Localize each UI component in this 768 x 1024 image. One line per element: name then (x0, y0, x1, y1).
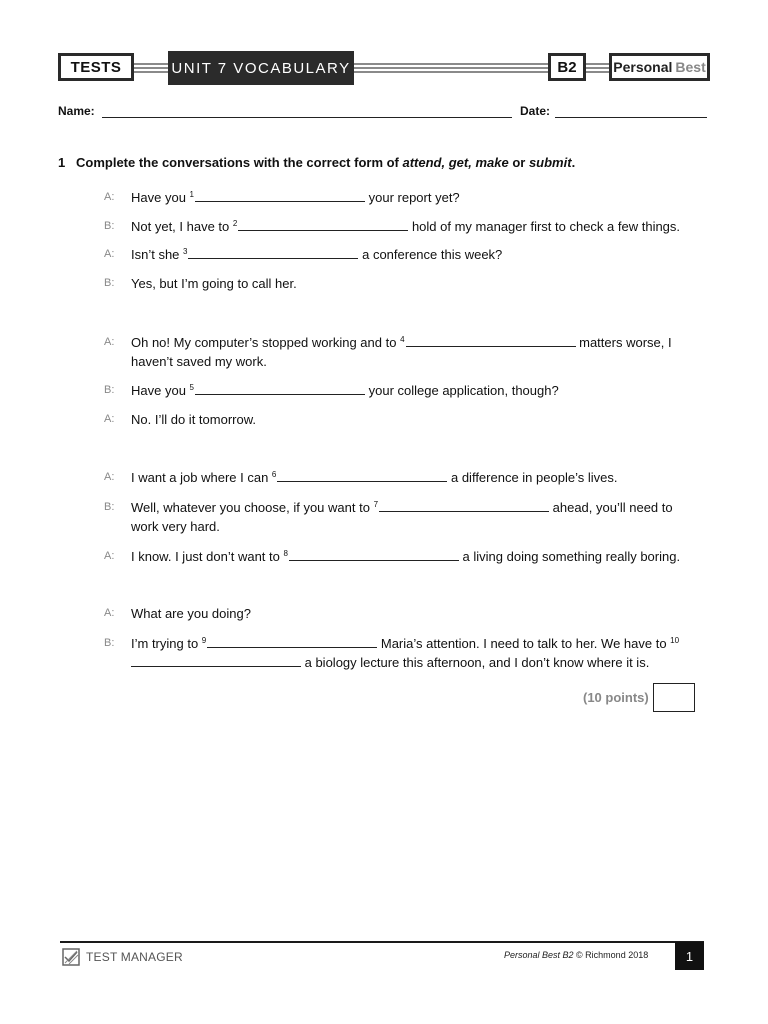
brand-part2: Best (675, 59, 706, 75)
name-field[interactable] (102, 117, 512, 118)
answer-blank[interactable] (207, 635, 377, 648)
date-field[interactable] (555, 117, 707, 118)
header-bar (58, 51, 710, 85)
score-box[interactable] (653, 683, 695, 712)
answer-blank[interactable] (277, 469, 447, 482)
speaker-label: A: (104, 413, 115, 425)
speaker-label: B: (104, 637, 115, 649)
answer-blank[interactable] (131, 654, 301, 667)
speaker-label: B: (104, 220, 115, 232)
answer-blank[interactable] (289, 548, 459, 561)
tests-label: TESTS (58, 53, 134, 81)
exercise-number: 1 (58, 155, 66, 170)
answer-blank[interactable] (195, 382, 365, 395)
date-label: Date: (520, 104, 551, 118)
dialogue-text: Yes, but I’m going to call her. (131, 276, 297, 291)
instruction-or: or (508, 155, 529, 170)
test-manager-text: TEST MANAGER (86, 950, 183, 964)
instruction-end: . (571, 155, 576, 170)
instruction-text: Complete the conversations with the correct form of (76, 155, 403, 170)
student-fields (58, 104, 710, 122)
copyright (504, 950, 648, 960)
answer-blank[interactable] (379, 499, 549, 512)
speaker-label: A: (104, 336, 115, 348)
speaker-label: A: (104, 607, 115, 619)
instruction-words: attend, get, make (402, 155, 509, 170)
copyright-text: © Richmond 2018 (573, 950, 649, 960)
test-manager-logo (62, 948, 183, 966)
footer-divider (60, 941, 704, 943)
speaker-label: A: (104, 248, 115, 260)
speaker-label: A: (104, 471, 115, 483)
speaker-label: A: (104, 550, 115, 562)
dialogue-text: No. I’ll do it tomorrow. (131, 412, 256, 427)
dialogue-text: What are you doing? (131, 606, 251, 621)
brand-part1: Personal (613, 59, 673, 75)
unit-title: UNIT 7 VOCABULARY (168, 51, 354, 85)
instruction-last-word: submit (528, 155, 572, 170)
page-number: 1 (675, 942, 704, 970)
answer-blank[interactable] (406, 334, 576, 347)
name-label: Name: (58, 104, 95, 118)
copyright-title: Personal Best B2 (504, 950, 574, 960)
answer-blank[interactable] (195, 189, 365, 202)
points-label: (10 points) (583, 690, 649, 705)
exercise-instruction (58, 155, 575, 170)
test-manager-icon (62, 948, 80, 966)
brand-logo (609, 53, 710, 81)
answer-blank[interactable] (188, 246, 358, 259)
speaker-label: A: (104, 191, 115, 203)
answer-blank[interactable] (238, 218, 408, 231)
speaker-label: B: (104, 277, 115, 289)
speaker-label: B: (104, 501, 115, 513)
level-badge: B2 (548, 53, 586, 81)
speaker-label: B: (104, 384, 115, 396)
